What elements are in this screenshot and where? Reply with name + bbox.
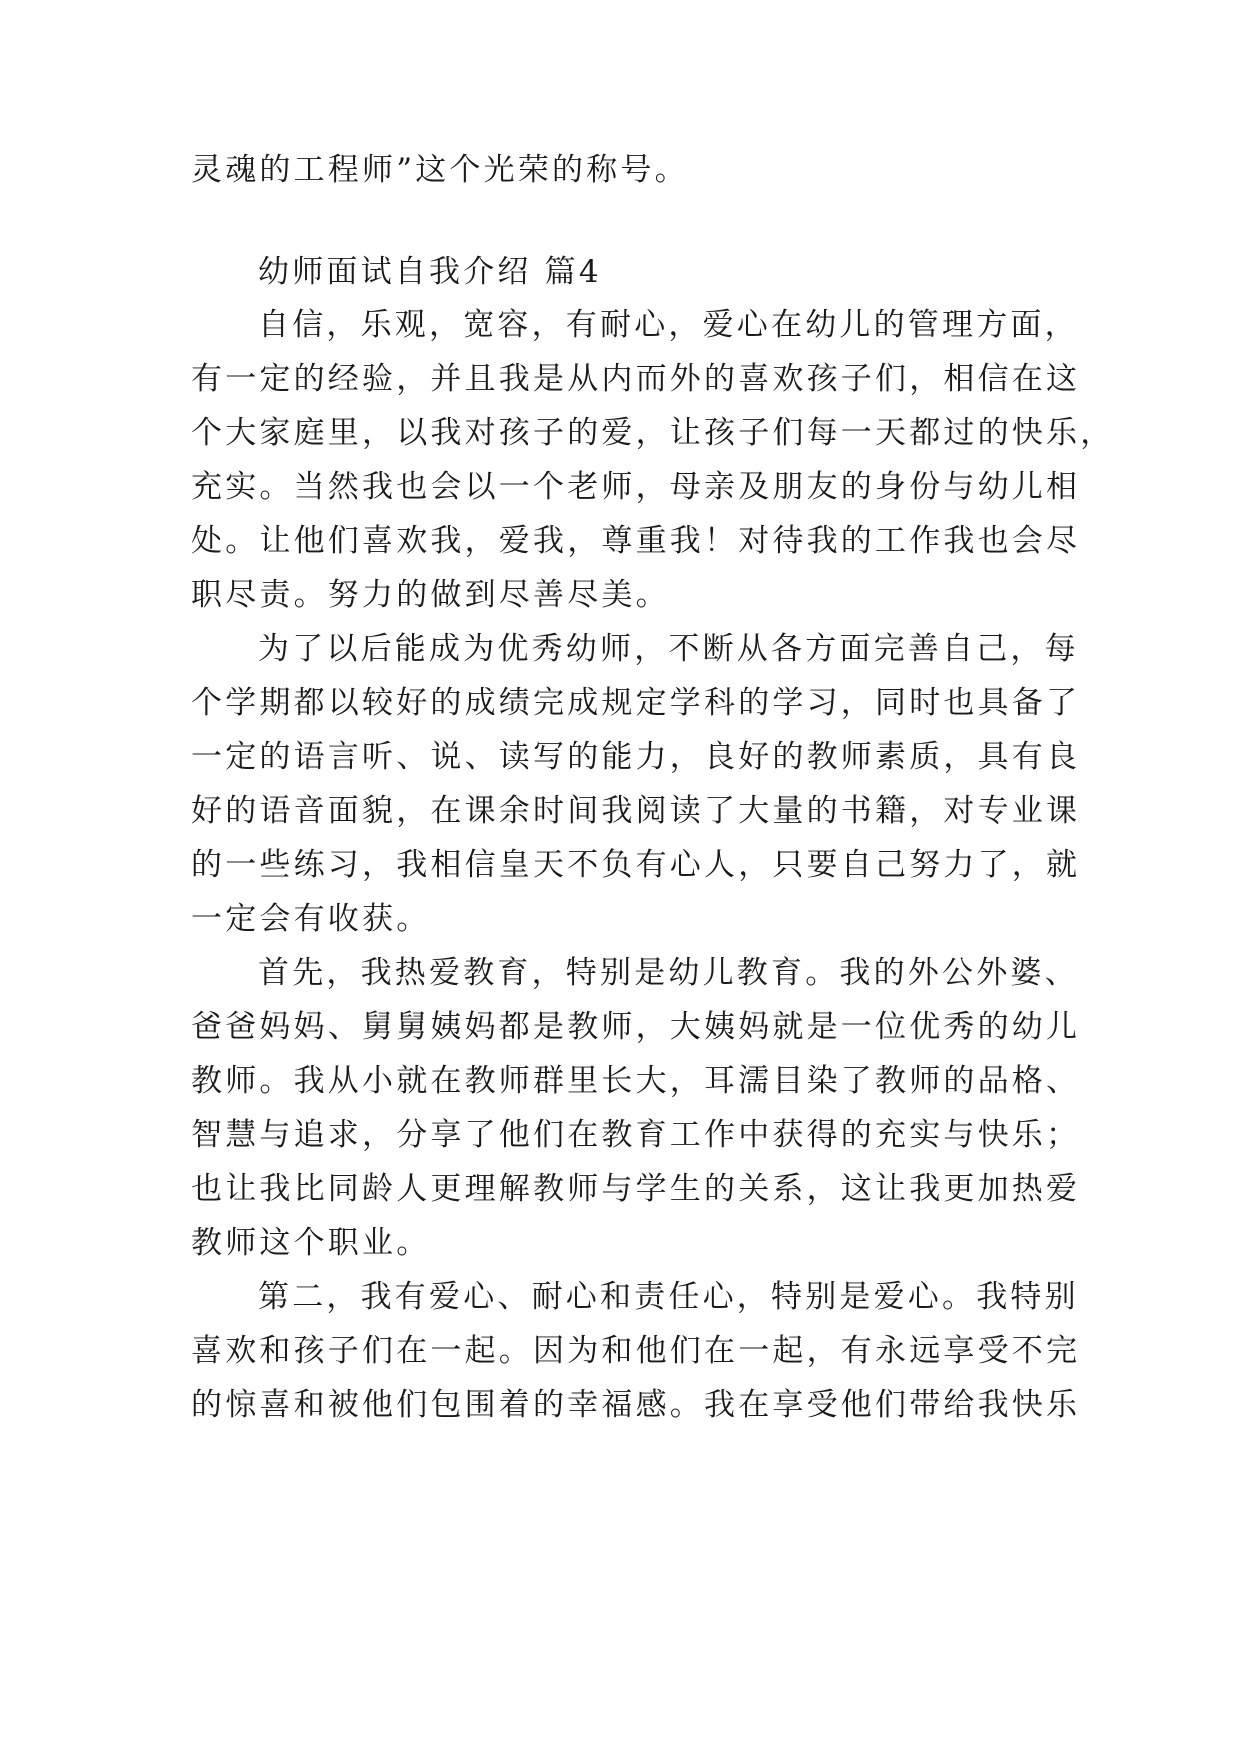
text-line: 充实。当然我也会以一个老师，母亲及朋友的身份与幼儿相 — [191, 469, 1081, 505]
text-line: 为了以后能成为优秀幼师，不断从各方面完善自己，每 — [258, 631, 1079, 667]
text-line: 自信，乐观，宽容，有耐心，爱心在幼儿的管理方面， — [258, 307, 1079, 343]
text-line: 一定的语言听、说、读写的能力，良好的教师素质，具有良 — [191, 739, 1081, 775]
text-line: 处。让他们喜欢我，爱我，尊重我！对待我的工作我也会尽 — [191, 523, 1081, 559]
text-line: 首先，我热爱教育，特别是幼儿教育。我的外公外婆、 — [258, 955, 1079, 991]
text-line: 个学期都以较好的成绩完成规定学科的学习，同时也具备了 — [191, 685, 1081, 721]
text-line: 个大家庭里，以我对孩子的爱，让孩子们每一天都过的快乐， — [191, 415, 1115, 451]
section-heading: 幼师面试自我介绍 篇4 — [258, 254, 602, 290]
text-line: 职尽责。努力的做到尽善尽美。 — [191, 577, 670, 613]
text-line: 一定会有收获。 — [191, 901, 431, 937]
text-line: 第二，我有爱心、耐心和责任心，特别是爱心。我特别 — [258, 1279, 1079, 1315]
text-line: 有一定的经验，并且我是从内而外的喜欢孩子们，相信在这 — [191, 361, 1081, 397]
text-line: 教师。我从小就在教师群里长大，耳濡目染了教师的品格、 — [191, 1063, 1081, 1099]
text-line: 智慧与追求，分享了他们在教育工作中获得的充实与快乐； — [191, 1117, 1081, 1153]
text-line: 也让我比同龄人更理解教师与学生的关系，这让我更加热爱 — [191, 1171, 1081, 1207]
text-line: 爸爸妈妈、舅舅姨妈都是教师，大姨妈就是一位优秀的幼儿 — [191, 1009, 1081, 1045]
text-line: 的一些练习，我相信皇天不负有心人，只要自己努力了，就 — [191, 847, 1081, 883]
text-line: 教师这个职业。 — [191, 1225, 431, 1261]
text-line: 的惊喜和被他们包围着的幸福感。我在享受他们带给我快乐 — [191, 1387, 1081, 1423]
text-line: 好的语音面貌，在课余时间我阅读了大量的书籍，对专业课 — [191, 793, 1081, 829]
text-line: 灵魂的工程师”这个光荣的称号。 — [191, 152, 689, 188]
text-line: 喜欢和孩子们在一起。因为和他们在一起，有永远享受不完 — [191, 1333, 1081, 1369]
